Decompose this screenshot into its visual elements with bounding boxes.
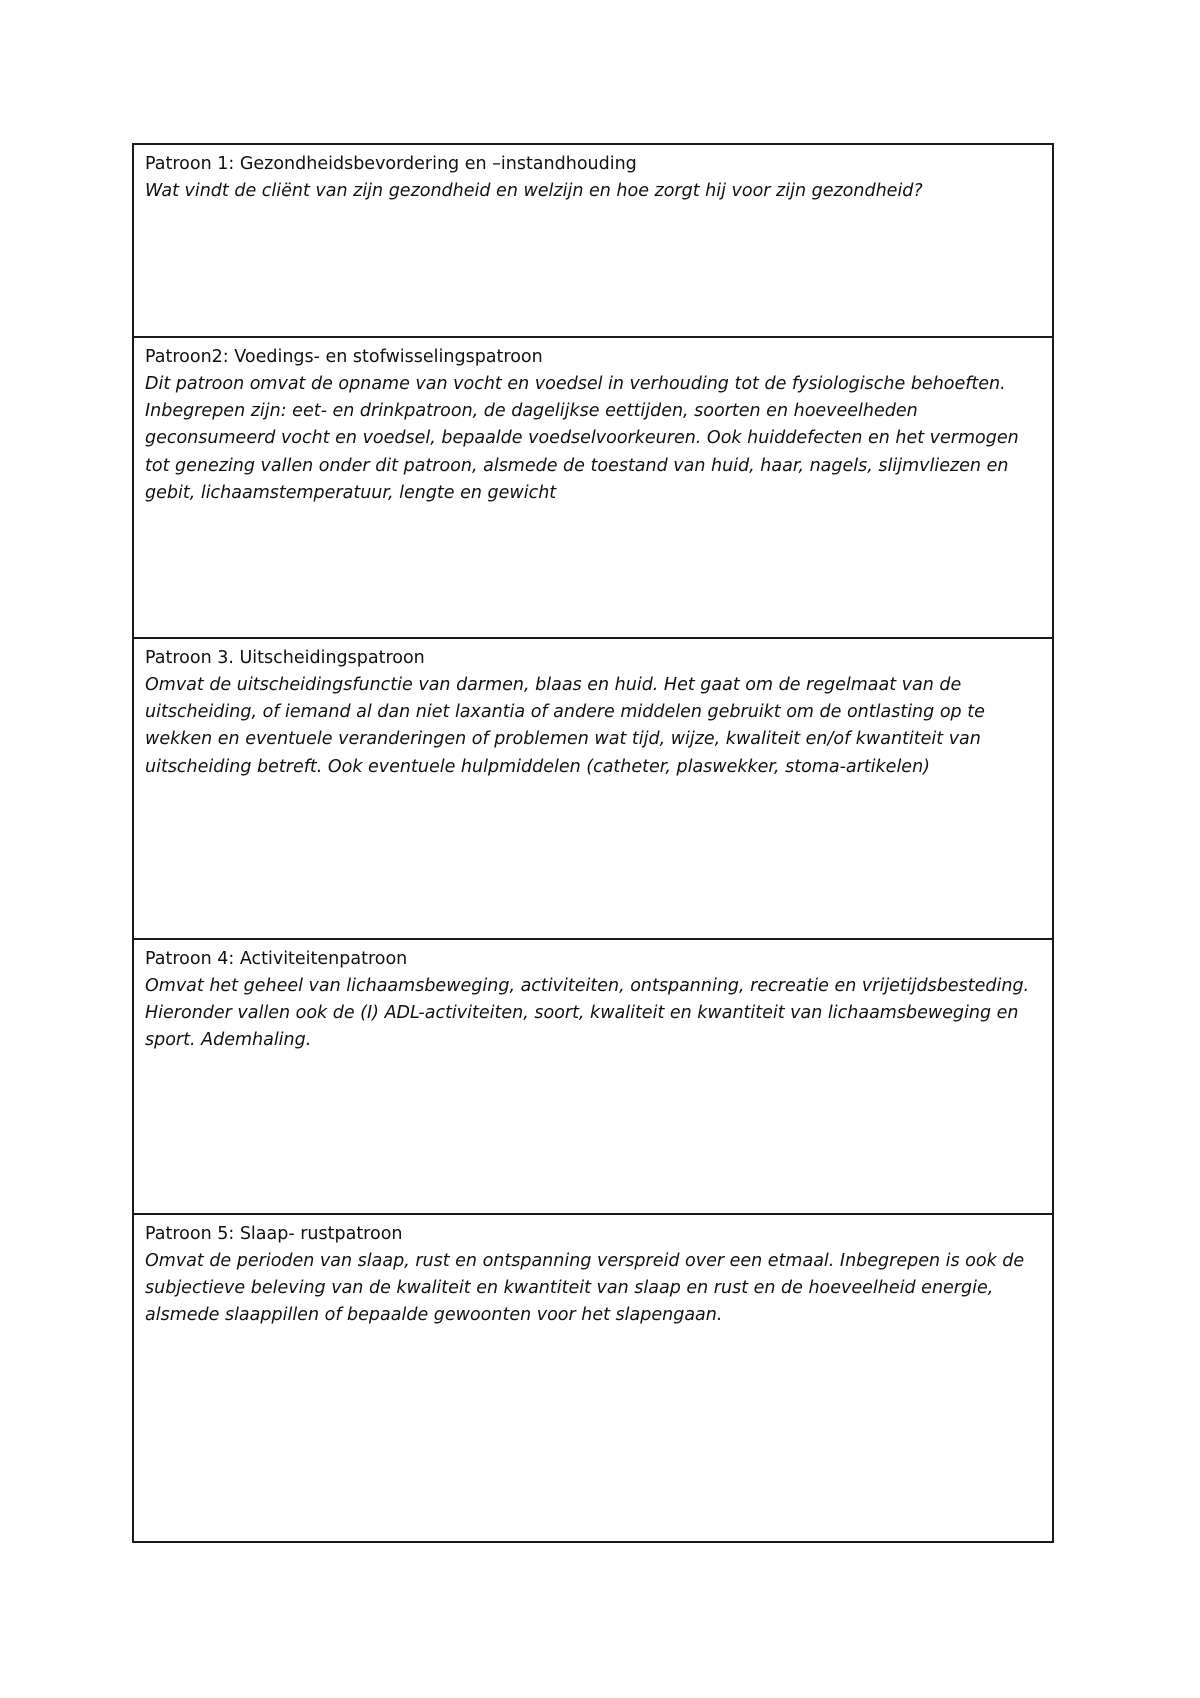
pattern-description: Wat vindt de cliënt van zijn gezondheid en welzijn en hoe zorgt hij voor zijn gezondheid? — [145, 181, 923, 201]
pattern-title: Patroon 3. Uitscheidingspatroon — [145, 648, 425, 668]
pattern-title: Patroon 5: Slaap- rustpatroon — [145, 1224, 403, 1244]
pattern-cell-4 — [134, 940, 1052, 1215]
health-patterns-table — [132, 143, 1054, 1543]
pattern-description: Omvat de uitscheidingsfunctie van darmen, blaas en huid. Het gaat om de regelmaat van de uitscheiding, of iemand al dan niet laxantia of andere middelen gebruikt om de ontlasting op te wekken en eventuele veranderingen of problemen wat tijd, wijze, kwaliteit en/of kwantiteit van uitscheiding betreft. Ook eventuele hulpmiddelen (catheter, plaswekker, stoma-artikelen) — [145, 675, 985, 777]
pattern-cell-5 — [134, 1215, 1052, 1541]
pattern-description: Omvat het geheel van lichaamsbeweging, activiteiten, ontspanning, recreatie en vrijetijdsbesteding. Hieronder vallen ook de (I) ADL-activiteiten, soort, kwaliteit en kwantiteit van lichaamsbeweging en sport. Ademhaling. — [145, 976, 1030, 1051]
pattern-title: Patroon 1: Gezondheidsbevordering en –instandhouding — [145, 154, 637, 174]
pattern-cell-2 — [134, 338, 1052, 639]
pattern-description: Dit patroon omvat de opname van vocht en voedsel in verhouding tot de fysiologische behoeften. Inbegrepen zijn: eet- en drinkpatroon, de dagelijkse eettijden, soorten en hoeveelheden geconsumeerd vocht en voedsel, bepaalde voedselvoorkeuren. Ook huiddefecten en het vermogen tot genezing vallen onder dit patroon, alsmede de toestand van huid, haar, nagels, slijmvliezen en gebit, lichaamstemperatuur, lengte en gewicht — [145, 374, 1019, 503]
pattern-cell-1 — [134, 145, 1052, 338]
pattern-title: Patroon 4: Activiteitenpatroon — [145, 949, 408, 969]
pattern-description: Omvat de perioden van slaap, rust en ontspanning verspreid over een etmaal. Inbegrepen is ook de subjectieve beleving van de kwaliteit en kwantiteit van slaap en rust en de hoeveelheid energie, alsmede slaappillen of bepaalde gewoonten voor het slapengaan. — [145, 1251, 1025, 1326]
pattern-cell-3 — [134, 639, 1052, 940]
pattern-title: Patroon2: Voedings- en stofwisselingspatroon — [145, 347, 543, 367]
